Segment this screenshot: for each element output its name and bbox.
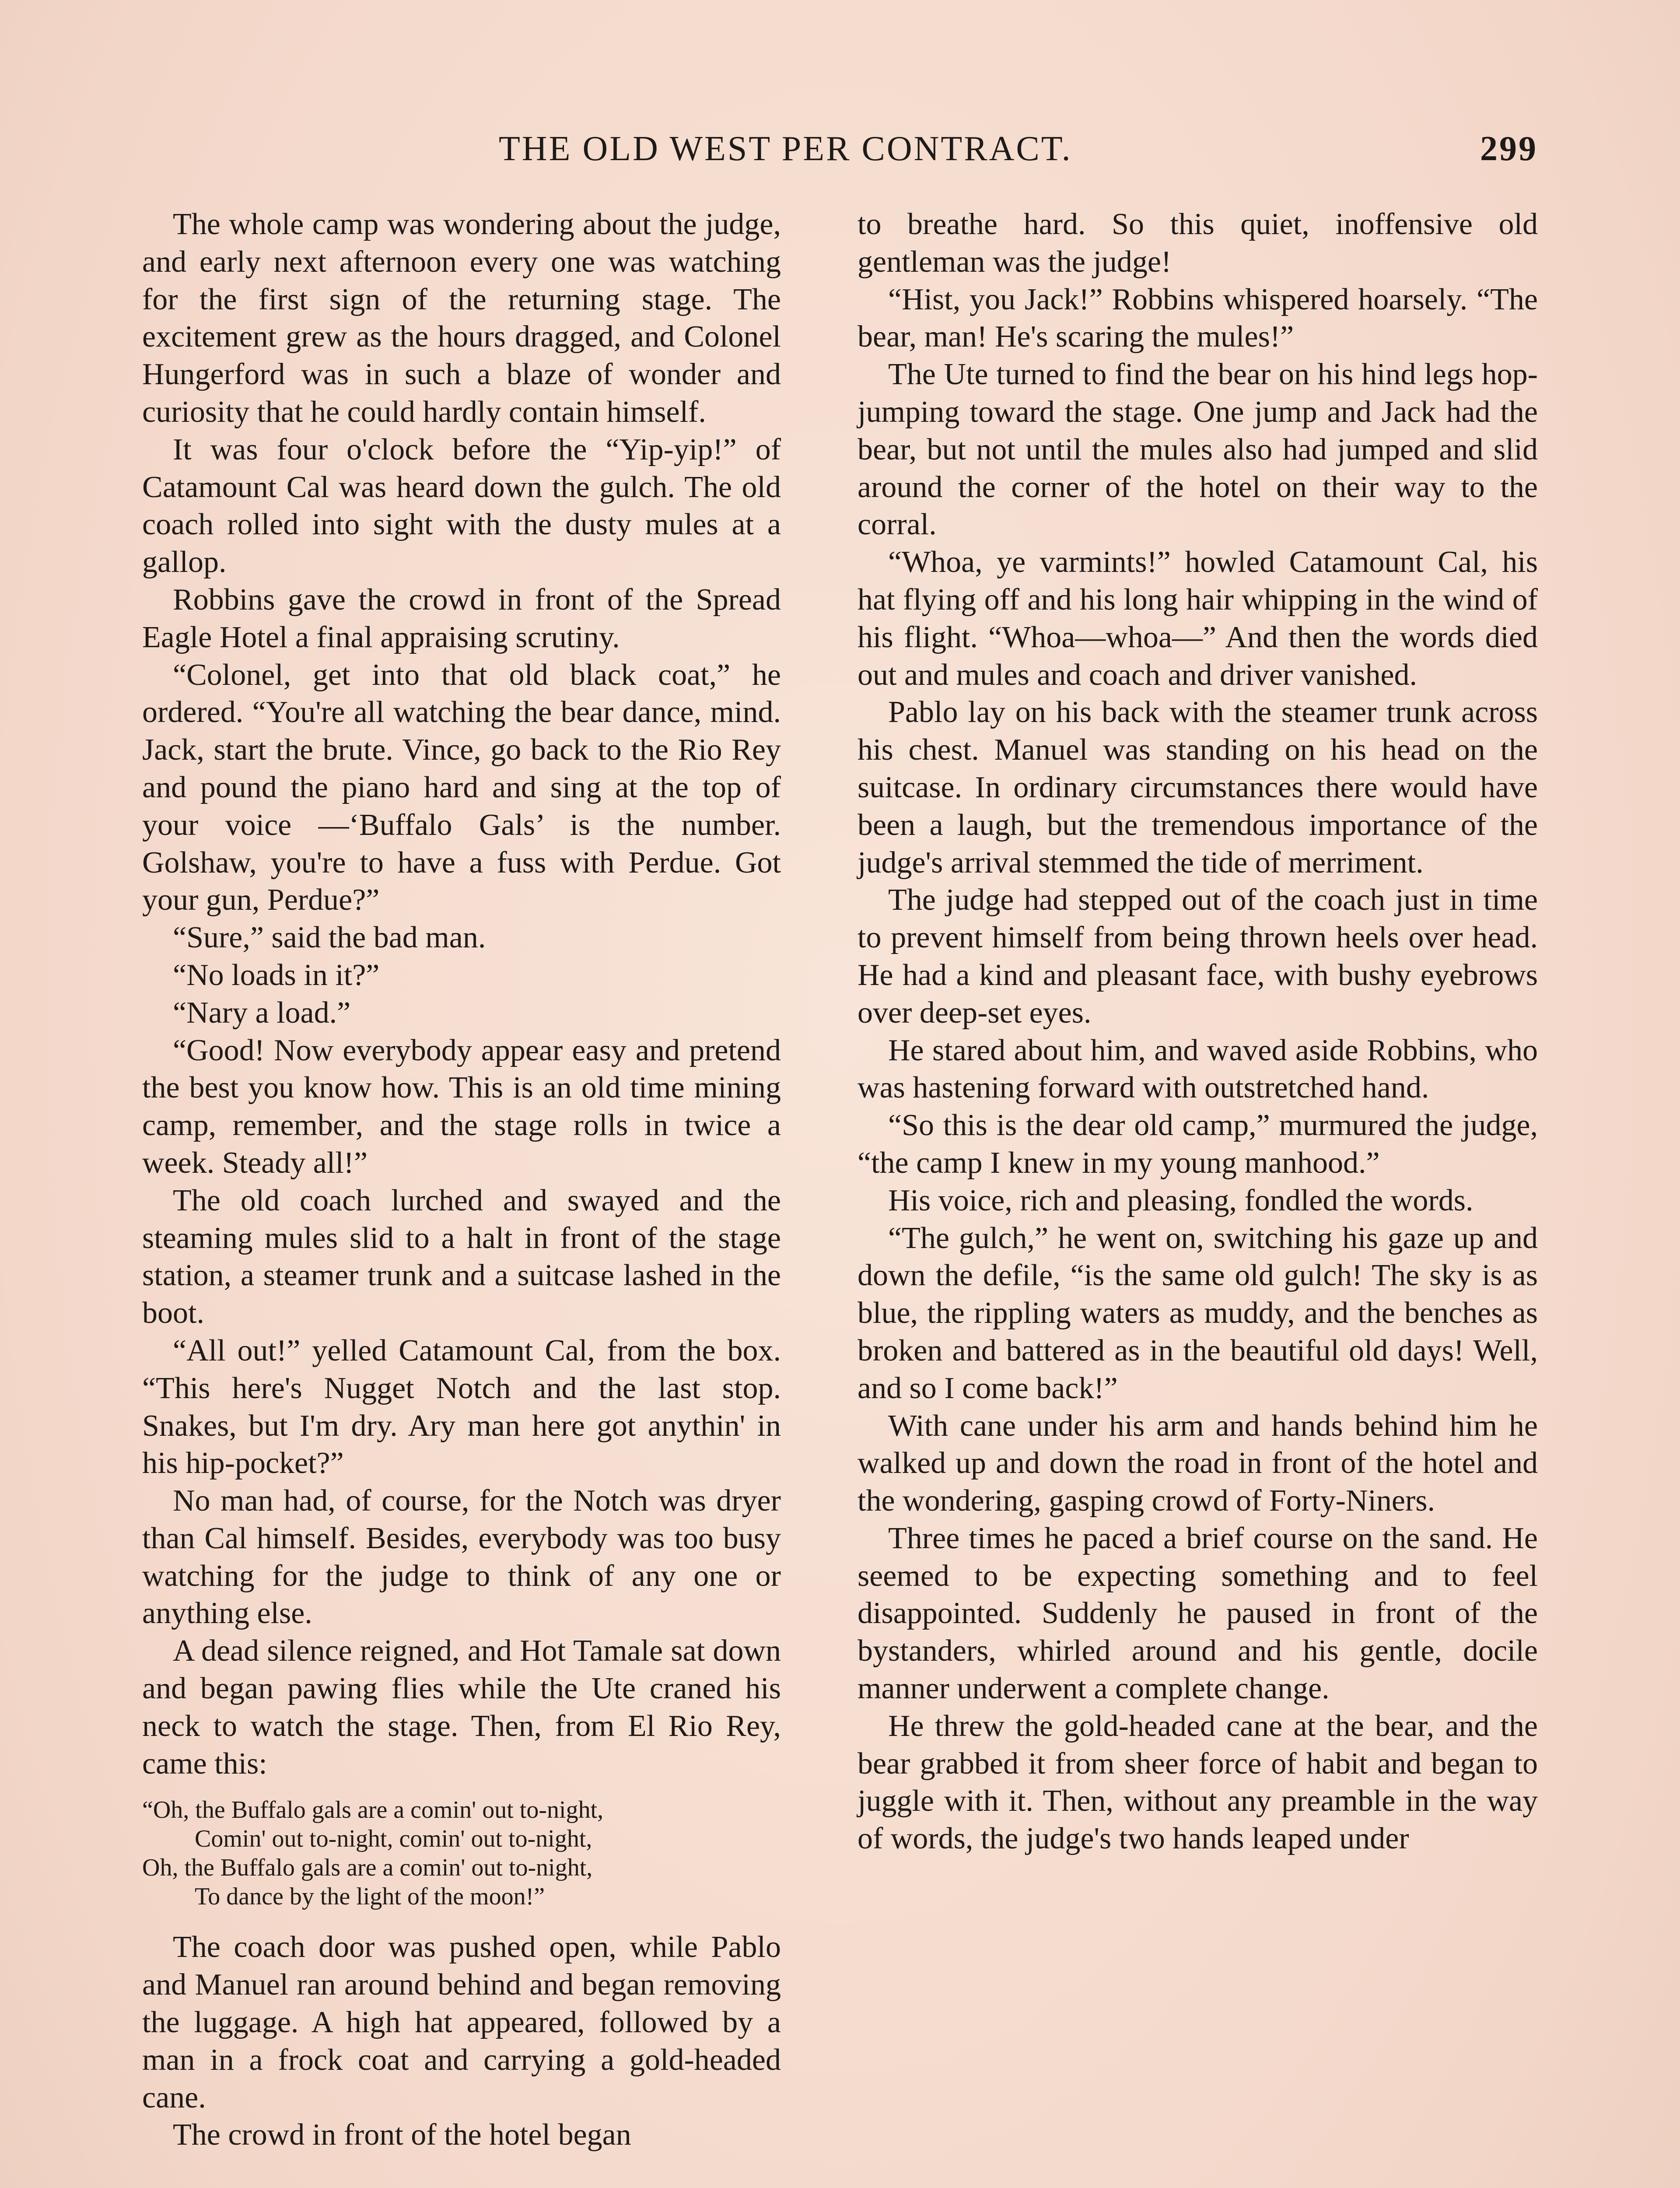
paragraph: He stared about him, and waved aside Robbins, who was hastening forward with outstretched hand. — [858, 1033, 1538, 1105]
paragraph: It was four o'clock before the “Yip-yip!” of Catamount Cal was heard down the gulch. The old coach rolled into sight with the dusty mules at a gallop. — [142, 432, 781, 579]
song-verse — [142, 1795, 781, 1911]
paragraph: Robbins gave the crowd in front of the Spread Eagle Hotel a final appraising scrutiny. — [142, 582, 781, 654]
page-number: 299 — [1480, 130, 1538, 168]
paragraph: “Good! Now everybody appear easy and pretend the best you know how. This is an old time mining camp, remember, and the stage rolls in twice a week. Steady all!” — [142, 1033, 781, 1180]
running-title: THE OLD WEST PER CONTRACT. — [499, 130, 1072, 168]
song-line: “Oh, the Buffalo gals are a comin' out to-night, — [142, 1796, 604, 1824]
left-column — [142, 206, 781, 2154]
paragraph: “No loads in it?” — [173, 958, 380, 992]
paragraph: The coach door was pushed open, while Pablo and Manuel ran around behind and began removing the luggage. A high hat appeared, followed by a man in a frock coat and carrying a gold-headed cane. — [142, 1930, 781, 2114]
paragraph: The Ute turned to find the bear on his hind legs hop-jumping toward the stage. One jump and Jack had the bear, but not until the mules also had jumped and slid around the corner of the hotel on their way to the corral. — [858, 358, 1538, 542]
paragraph: “Hist, you Jack!” Robbins whispered hoarsely. “The bear, man! He's scaring the mules!” — [858, 282, 1538, 354]
song-line: To dance by the light of the moon!” — [195, 1883, 545, 1911]
paragraph: He threw the gold-headed cane at the bear, and the bear grabbed it from sheer force of habit and began to juggle with it. Then, without any preamble in the way of words, the judge's two hands leaped under — [858, 1709, 1538, 1856]
paragraph: His voice, rich and pleasing, fondled the words. — [888, 1183, 1474, 1217]
paragraph: No man had, of course, for the Notch was dryer than Cal himself. Besides, everybody was too busy watching for the judge to think of any one or anything else. — [142, 1484, 781, 1630]
paragraph: “Sure,” said the bad man. — [173, 921, 486, 955]
paragraph: “So this is the dear old camp,” murmured the judge, “the camp I knew in my young manhood.” — [858, 1108, 1538, 1180]
paragraph: “Nary a load.” — [173, 996, 351, 1030]
paragraph: The judge had stepped out of the coach just in time to prevent himself from being thrown heels over head. He had a kind and pleasant face, with bushy eyebrows over deep-set eyes. — [858, 883, 1538, 1030]
paragraph: “The gulch,” he went on, switching his gaze up and down the defile, “is the same old gulch! The sky is as blue, the rippling waters as muddy, and the benches as broken and battered as in the beautiful old days! Well, and so I come back!” — [858, 1221, 1538, 1405]
paragraph-continued: to breathe hard. So this quiet, inoffensive old gentleman was the judge! — [858, 207, 1538, 279]
paragraph: The old coach lurched and swayed and the steaming mules slid to a halt in front of the stage station, a steamer trunk and a suitcase lashed in the boot. — [142, 1183, 781, 1330]
paragraph: Pablo lay on his back with the steamer trunk across his chest. Manuel was standing on his head on the suitcase. In ordinary circumstances there would have been a laugh, but the tremendous importance of the judge's arrival stemmed the tide of merriment. — [858, 695, 1538, 880]
paragraph: Three times he paced a brief course on the sand. He seemed to be expecting something and to feel disappointed. Suddenly he paused in front of the bystanders, whirled around and his gentle, docile manner underwent a complete change. — [858, 1521, 1538, 1706]
paragraph: “Colonel, get into that old black coat,” he ordered. “You're all watching the bear dance, mind. Jack, start the brute. Vince, go back to the Rio Rey and pound the piano hard and sing at the top of your voice —‘Buffalo Gals’ is the number. Golshaw, you're to have a fuss with Perdue. Got your gun, Perdue?” — [142, 658, 781, 917]
song-line: Oh, the Buffalo gals are a comin' out to-night, — [142, 1854, 593, 1882]
page-header — [499, 129, 1538, 177]
paragraph: “Whoa, ye varmints!” howled Catamount Cal, his hat flying off and his long hair whipping in the wind of his flight. “Whoa—whoa—” And then the words died out and mules and coach and driver vanished. — [858, 545, 1538, 692]
paragraph: The crowd in front of the hotel began — [173, 2118, 631, 2152]
song-line: Comin' out to-night, comin' out to-night, — [195, 1825, 592, 1853]
right-column — [858, 206, 1538, 1858]
paragraph: A dead silence reigned, and Hot Tamale sat down and began pawing flies while the Ute craned his neck to watch the stage. Then, from El Rio Rey, came this: — [142, 1634, 781, 1781]
paragraph: “All out!” yelled Catamount Cal, from the box. “This here's Nugget Notch and the last stop. Snakes, but I'm dry. Ary man here got anythin' in his hip-pocket?” — [142, 1333, 781, 1480]
paragraph: The whole camp was wondering about the judge, and early next afternoon every one was watching for the first sign of the returning stage. The excitement grew as the hours dragged, and Colonel Hungerford was in such a blaze of wonder and curiosity that he could hardly contain himself. — [142, 207, 781, 429]
paragraph: With cane under his arm and hands behind him he walked up and down the road in front of the hotel and the wondering, gasping crowd of Forty-Niners. — [858, 1409, 1538, 1518]
